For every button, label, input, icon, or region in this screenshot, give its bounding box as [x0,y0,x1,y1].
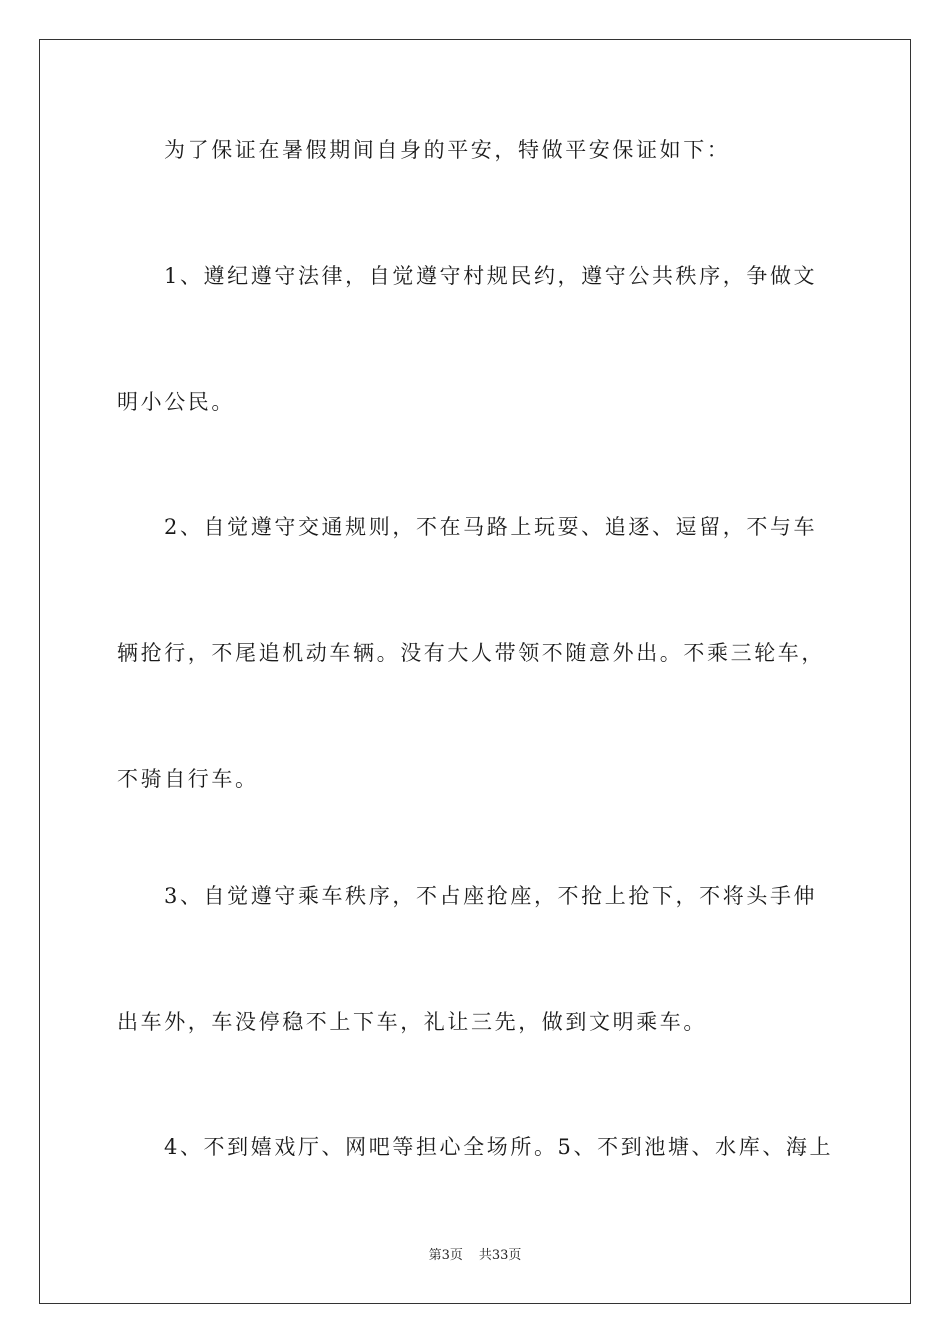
paragraph-2-line-1: 2、自觉遵守交通规则，不在马路上玩耍、追逐、逗留，不与车 [164,515,818,539]
page-total: 共33页 [478,1248,522,1263]
page-frame [39,39,911,1304]
paragraph-1-line-1: 1、遵纪遵守法律，自觉遵守村规民约，遵守公共秩序，争做文 [164,264,818,288]
paragraph-3-line-2: 出车外，车没停稳不上下车，礼让三先，做到文明乘车。 [117,1010,707,1034]
paragraph-2-line-3: 不骑自行车。 [117,767,259,791]
paragraph-intro: 为了保证在暑假期间自身的平安，特做平安保证如下： [164,138,731,162]
page-number: 第3页 [428,1248,463,1263]
paragraph-3-line-1: 3、自觉遵守乘车秩序，不占座抢座，不抢上抢下，不将头手伸 [164,884,818,908]
paragraph-4-line-1: 4、不到嬉戏厅、网吧等担心全场所。5、不到池塘、水库、海上 [164,1135,834,1159]
paragraph-1-line-2: 明小公民。 [117,390,235,414]
page-footer [0,1247,950,1265]
paragraph-2-line-2: 辆抢行，不尾追机动车辆。没有大人带领不随意外出。不乘三轮车， [117,641,825,665]
